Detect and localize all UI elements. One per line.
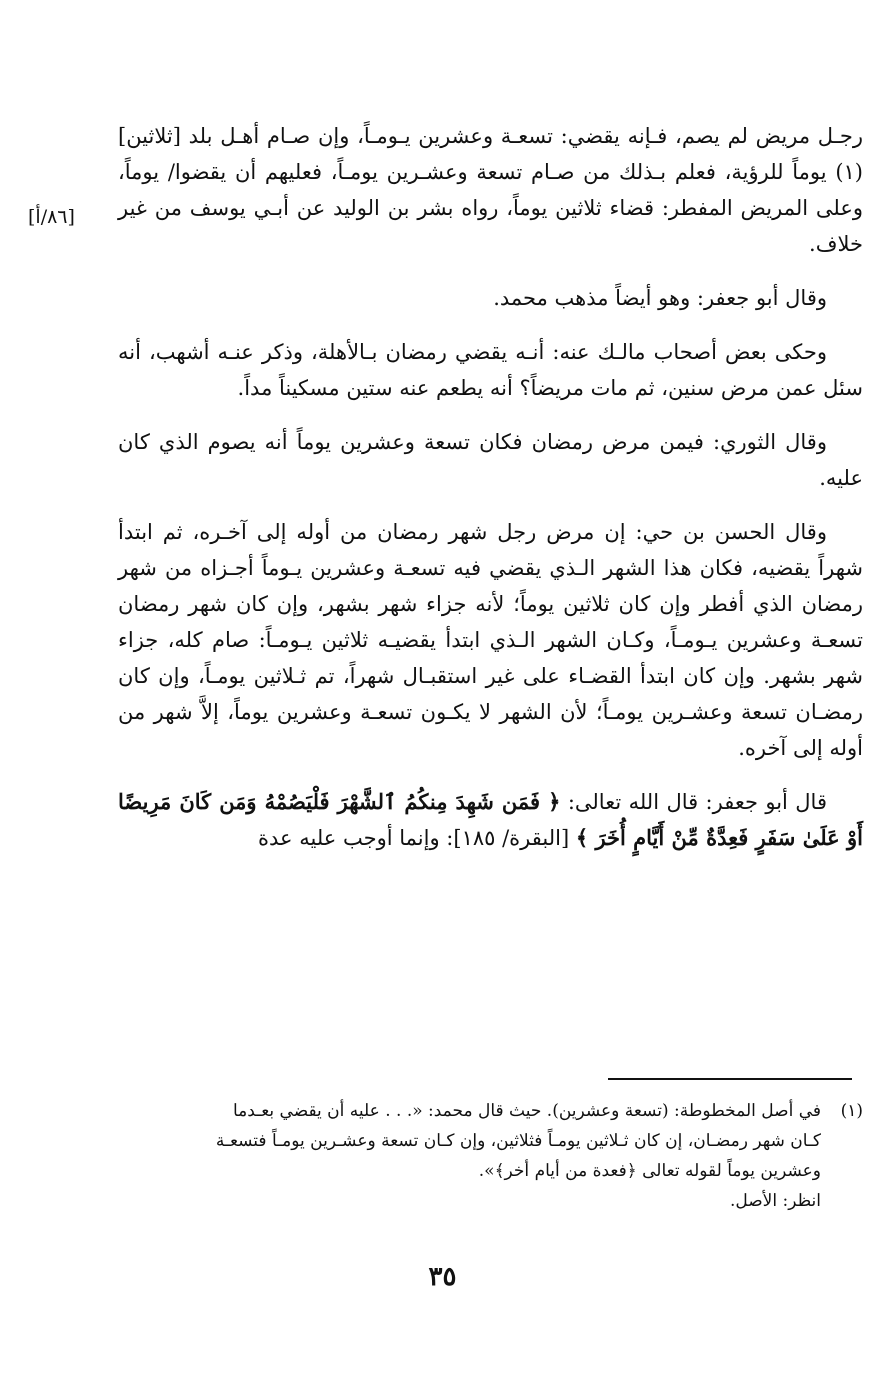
- footnote-number: (١): [840, 1101, 863, 1121]
- paragraph-6: [118, 784, 863, 856]
- footnote-body: [118, 1096, 863, 1216]
- footnote-line: انظر: الأصل.: [729, 1191, 821, 1211]
- paragraph-2: وقال أبو جعفر: وهو أيضاً مذهب محمد.: [493, 286, 827, 310]
- paragraph-3: وحكى بعض أصحاب مالـك عنه: أنـه يقضي رمضان بـالأهلة، وذكر عنـه أشهب، أنه سئل عمن مرض سنين، ثم مات مريضاً؟ أنه يطعم عنه ستين مسكيناً مداً.: [118, 340, 863, 400]
- main-text-block: [118, 118, 863, 874]
- page-number: ٣٥: [428, 1262, 457, 1292]
- footnote-line: كـان شهر رمضـان، إن كان ثـلاثين يومـاً فثلاثين، وإن كـان تسعة وعشـرين يومـاً فتسعـة: [215, 1131, 821, 1151]
- paragraph-6-lead: قال أبو جعفر: قال الله تعالى:: [560, 790, 827, 814]
- footnote-divider: [608, 1078, 852, 1080]
- paragraph-1: رجـل مريض لم يصم، فـإنه يقضي: تسعـة وعشرين يـومـاً، وإن صـام أهـل بلد [ثلاثين](١) يوماً للرؤية، فعلم بـذلك من صـام تسعة وعشـرين يومـاً، فعليهم أن يقضوا/ يوماً، وعلى المريض المفطر: قضاء ثلاثين يوماً، رواه بشر بن الوليد عن أبـي يوسف من غير خلاف.: [118, 124, 863, 256]
- footnote-block: [118, 1096, 863, 1216]
- footnote-line: في أصل المخطوطة: (تسعة وعشرين). حيث قال محمد: «. . . عليه أن يقضي بعـدما: [233, 1101, 821, 1121]
- paragraph-5: وقال الحسن بن حي: إن مرض رجل شهر رمضان من أوله إلى آخـره، ثم ابتدأ شهراً يقضيه، فكان هذا الشهر الـذي يقضي فيه تسعـة وعشرين يـوماً أجـزاه من شهر رمضان الذي أفطر وإن كان ثلاثين يوماً؛ لأنه جزاء شهر بشهر، وإن كان شهر رمضان تسعـة وعشرين يـومـاً، وكـان الشهر الـذي ابتدأ يقضيـه ثلاثين يـومـاً: صام كله، جزاء شهر بشهر. وإن كان ابتدأ القضـاء على غير استقبـال شهراً، تم ثـلاثين يومـاً، وإن كان رمضـان تسعة وعشـرين يومـاً؛ لأن الشهر لا يكـون تسعـة وعشرين يوماً، إلاَّ شهر من أوله إلى آخره.: [118, 520, 863, 760]
- verse-reference: [البقرة/ ١٨٥]: وإنما أوجب عليه عدة: [258, 826, 576, 850]
- footnote-line: وعشرين يوماً لقوله تعالى ﴿فعدة من أيام أخر﴾».: [478, 1161, 821, 1181]
- quran-verse: ﴿ فَمَن شَهِدَ مِنكُمُ ٱلشَّهْرَ فَلْيَصُمْهُ وَمَن كَانَ مَرِيضًا أَوْ عَلَىٰ سَفَرٍ فَعِدَّةٌ مِّنْ أَيَّامٍ أُخَرَ ﴾: [118, 789, 863, 850]
- paragraph-4: وقال الثوري: فيمن مرض رمضان فكان تسعة وعشرين يوماً أنه يصوم الذي كان عليه.: [118, 430, 863, 490]
- manuscript-folio-marker: [٨٦/أ]: [28, 206, 75, 228]
